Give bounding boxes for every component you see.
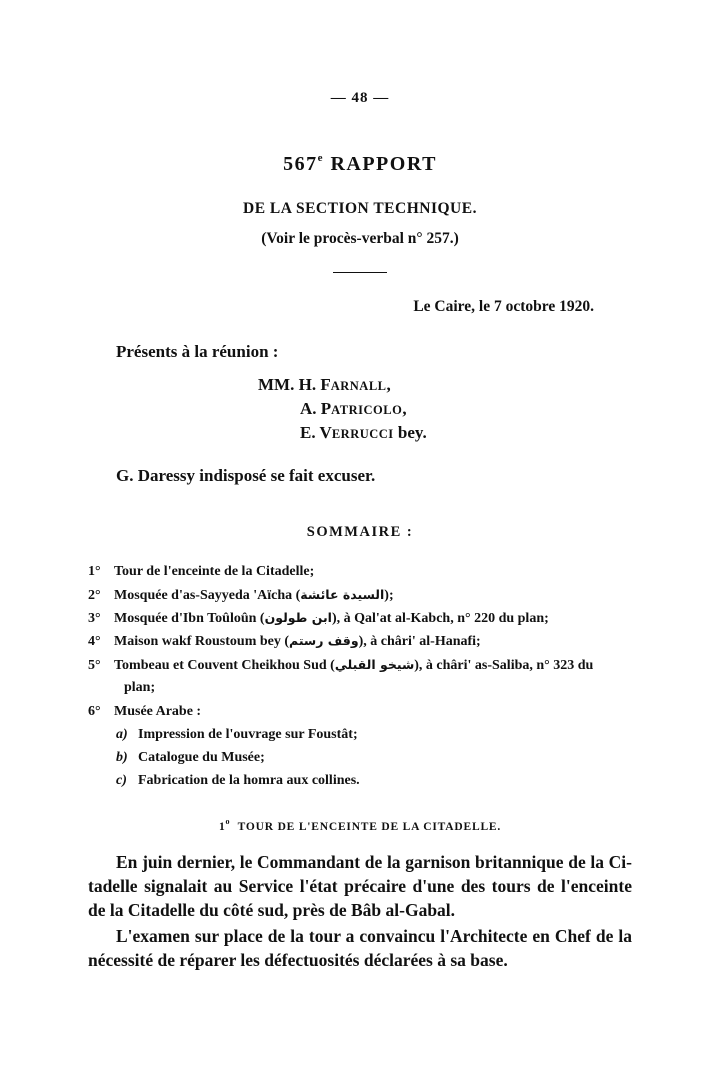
item-text: Tombeau et Couvent Cheikhou Sud ( xyxy=(114,658,335,673)
section-number: 1 xyxy=(218,821,226,833)
member-verrucci xyxy=(300,423,427,443)
item-arabic: السيدة عائشة xyxy=(300,587,385,602)
summary-item-6 xyxy=(88,704,201,720)
summary-item-5-continuation: plan; xyxy=(124,680,156,695)
paragraph-line-2: tadelle signalait au Service l'état précaire d'une des tours de l'enceinte xyxy=(88,876,632,896)
subitem-letter: a) xyxy=(116,727,128,742)
attendance-label: Présents à la réunion : xyxy=(116,342,279,361)
divider-rule xyxy=(333,272,387,273)
subitem-text: Impression de l'ouvrage sur Foustât; xyxy=(138,727,358,742)
summary-subitem-b xyxy=(116,750,265,766)
section-number-superscript: o xyxy=(225,817,231,826)
dateline: Le Caire, le 7 octobre 1920. xyxy=(413,298,594,315)
item-text: Mosquée d'Ibn Toûloûn ( xyxy=(114,611,265,626)
member-prefix: MM. H. xyxy=(258,375,321,394)
report-word: RAPPORT xyxy=(330,153,437,175)
member-initial: P xyxy=(320,399,332,418)
item-text-after: ); xyxy=(384,588,394,603)
member-prefix: E. xyxy=(300,423,320,442)
item-number: 5° xyxy=(88,658,101,673)
summary-heading: SOMMAIRE : xyxy=(306,524,414,540)
paragraph-line-5: nécessité de réparer les défectuosités déclarées à sa base. xyxy=(88,950,508,970)
report-number-superscript: e xyxy=(317,152,324,164)
minutes-reference: (Voir le procès-verbal n° 257.) xyxy=(261,230,459,247)
item-text: Musée Arabe : xyxy=(114,704,202,719)
subitem-letter: b) xyxy=(116,750,128,765)
item-text-after: ), à châri' al-Hanafi; xyxy=(358,634,481,649)
member-initial: V xyxy=(319,423,332,442)
summary-item-5 xyxy=(88,657,593,674)
paragraph-line-4: L'examen sur place de la tour a convaincu l'Architecte en Chef de la xyxy=(116,926,632,946)
item-text: Maison wakf Roustoum bey ( xyxy=(114,634,290,649)
member-surname: ARNALL xyxy=(330,379,387,393)
member-prefix: A. xyxy=(300,399,321,418)
summary-subitem-a xyxy=(116,727,358,743)
section-heading xyxy=(0,817,720,833)
item-text-after: ), à châri' as-Saliba, n° 323 du xyxy=(414,658,594,673)
member-farnall xyxy=(258,375,391,395)
item-text: Mosquée d'as-Sayyeda 'Aïcha ( xyxy=(114,588,301,603)
summary-subitem-c xyxy=(116,773,360,789)
item-text-after: ), à Qal'at al-Kabch, n° 220 du plan; xyxy=(331,611,549,626)
item-arabic: شيخو القبلي xyxy=(334,657,415,672)
excused-note: G. Daressy indisposé se fait excuser. xyxy=(116,466,376,485)
report-subtitle: DE LA SECTION TECHNIQUE. xyxy=(243,200,477,217)
page-number: — 48 — xyxy=(330,90,390,106)
report-title xyxy=(0,152,720,176)
subitem-text: Fabrication de la homra aux collines. xyxy=(138,773,360,788)
item-number: 3° xyxy=(88,611,101,626)
member-surname: ATRICOLO xyxy=(331,403,403,417)
summary-item-1 xyxy=(88,564,314,580)
summary-item-4 xyxy=(88,633,481,650)
member-initial: F xyxy=(320,375,331,394)
subitem-letter: c) xyxy=(116,773,127,788)
report-number: 567 xyxy=(283,153,318,175)
item-text: Tour de l'enceinte de la Citadelle; xyxy=(114,564,315,579)
member-suffix: , xyxy=(386,375,391,394)
paragraph-line-1: En juin dernier, le Commandant de la garnison britannique de la Ci- xyxy=(116,852,632,872)
item-number: 1° xyxy=(88,564,101,579)
paragraph-line-3: de la Citadelle du côté sud, près de Bâb al-Gabal. xyxy=(88,900,456,920)
subitem-text: Catalogue du Musée; xyxy=(138,750,265,765)
member-surname: ERRUCCI xyxy=(331,427,394,441)
member-patricolo xyxy=(300,399,407,419)
item-number: 6° xyxy=(88,704,101,719)
item-arabic: وقف رستم xyxy=(289,633,359,648)
section-title: TOUR DE L'ENCEINTE DE LA CITADELLE. xyxy=(237,821,502,833)
item-arabic: ابن طولون xyxy=(264,610,332,625)
item-number: 4° xyxy=(88,634,101,649)
summary-item-3 xyxy=(88,610,549,627)
item-number: 2° xyxy=(88,588,101,603)
member-suffix: bey. xyxy=(393,423,427,442)
summary-item-2 xyxy=(88,587,394,604)
member-suffix: , xyxy=(402,399,407,418)
